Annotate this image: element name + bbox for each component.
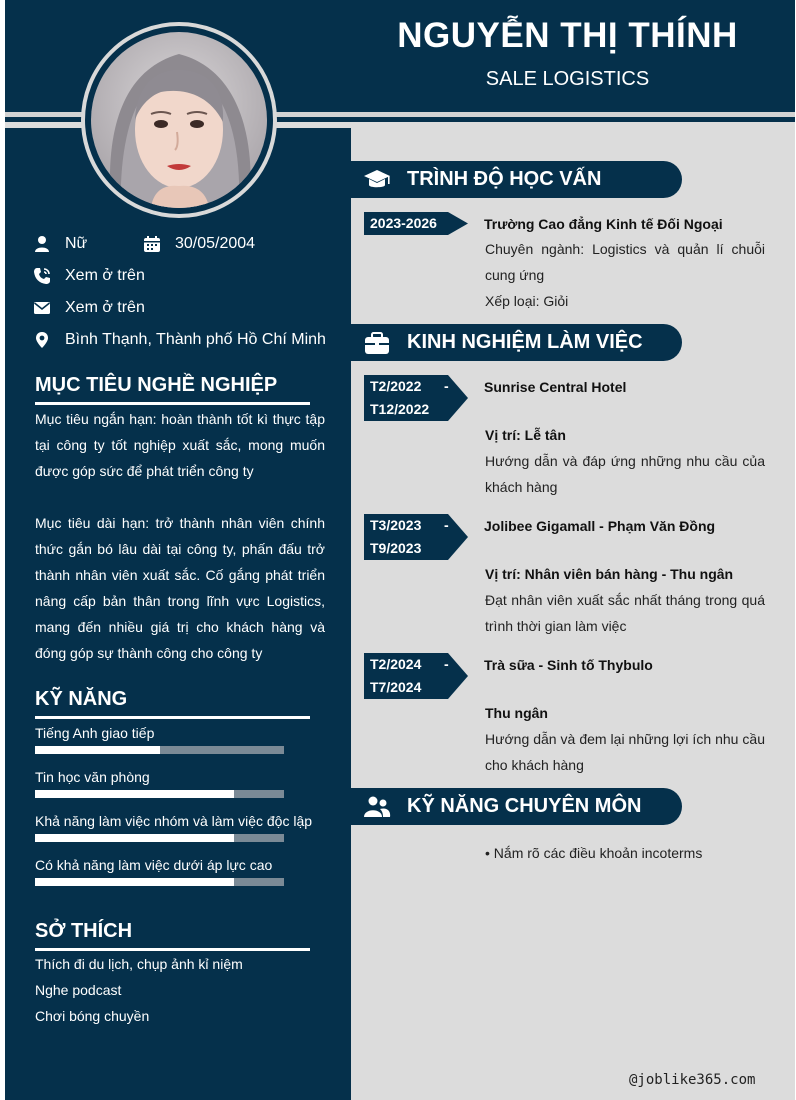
objective-title: MỤC TIÊU NGHỀ NGHIỆP: [35, 374, 278, 396]
job-from: T2/2022: [370, 378, 422, 394]
hobby-item: Chơi bóng chuyền: [35, 1008, 150, 1024]
cv-page: [5, 0, 795, 1100]
skill-bar: [35, 746, 284, 754]
users-icon: [363, 793, 391, 821]
job-period-tag: [364, 375, 468, 421]
skill-bar: [35, 878, 284, 886]
job-description: Đạt nhân viên xuất sắc nhất tháng trong quá trình thời gian làm việc: [485, 592, 765, 634]
education-title: TRÌNH ĐỘ HỌC VẤN: [407, 168, 602, 190]
skills-title: KỸ NĂNG: [35, 688, 128, 710]
job-position: Thu ngân: [485, 705, 548, 721]
job-period: [364, 653, 468, 699]
education-header: [351, 161, 682, 198]
education-school: Trường Cao đẳng Kinh tế Đối Ngoại: [484, 216, 723, 232]
skill-bar-fill: [35, 790, 234, 798]
job-to: T7/2024: [370, 679, 422, 695]
skills-rule: [35, 716, 310, 719]
email-value: Xem ở trên: [65, 299, 145, 316]
hobbies-title: SỞ THÍCH: [35, 920, 133, 942]
address-value: Bình Thạnh, Thành phố Hồ Chí Minh: [65, 331, 326, 348]
skill-bar: [35, 790, 284, 798]
skill-bar: [35, 834, 284, 842]
graduation-cap-icon: [363, 166, 391, 194]
hobby-item: Nghe podcast: [35, 982, 122, 998]
job-period-separator: -: [444, 517, 449, 533]
pro-skills-title: KỸ NĂNG CHUYÊN MÔN: [407, 795, 642, 817]
job-company: Trà sữa - Sinh tố Thybulo: [484, 657, 653, 673]
job-description: Hướng dẫn và đem lại những lợi ích nhu cầu cho khách hàng: [485, 731, 765, 773]
job-from: T3/2023: [370, 517, 422, 533]
job-to: T12/2022: [370, 401, 430, 417]
avatar-photo: [91, 32, 267, 208]
skill-label: Có khả năng làm việc dưới áp lực cao: [35, 857, 273, 873]
objective-long-term: Mục tiêu dài hạn: trở thành nhân viên chính thức gắn bó lâu dài tại công ty, phấn đấu trở thành nhân viên xuất sắc. Cố gắng phát triển nâng cấp bản thân trong lĩnh vực Logistics, mang đến nhiều giá trị cho khách hàng và đóng góp sự thành công cho công ty: [35, 515, 325, 661]
job-position: Vị trí: Nhân viên bán hàng - Thu ngân: [485, 566, 734, 582]
briefcase-icon: [363, 329, 391, 357]
job-description: Hướng dẫn và đáp ứng những nhu cầu của khách hàng: [485, 453, 765, 495]
phone-row: [33, 264, 145, 288]
job-period-separator: -: [444, 656, 449, 672]
objective-rule: [35, 402, 310, 405]
job-period-tag: [364, 514, 468, 560]
experience-title: KINH NGHIỆM LÀM VIỆC: [407, 331, 643, 353]
candidate-name: NGUYỄN THỊ THÍNH: [397, 16, 738, 55]
job-position: Vị trí: Lễ tân: [485, 427, 566, 443]
calendar-icon: [143, 235, 161, 253]
job-period-tag: [364, 653, 468, 699]
watermark: @joblike365.com: [629, 1072, 756, 1088]
skill-bar-fill: [35, 746, 160, 754]
hobbies-rule: [35, 948, 310, 951]
education-major: Chuyên ngành: Logistics và quản lí chuỗi cung ứng: [485, 241, 765, 283]
birthday-value: 30/05/2004: [175, 235, 256, 252]
job-company: Jolibee Gigamall - Phạm Văn Đồng: [484, 518, 716, 534]
skill-label: Tiếng Anh giao tiếp: [35, 725, 155, 741]
education-grade: Xếp loại: Giỏi: [485, 293, 569, 309]
education-period: 2023-2026: [370, 215, 437, 231]
birthday-row: [143, 232, 255, 256]
candidate-role: SALE LOGISTICS: [485, 68, 650, 90]
skill-bar-fill: [35, 834, 234, 842]
envelope-icon: [33, 299, 51, 317]
phone-icon: [33, 267, 51, 285]
job-company: Sunrise Central Hotel: [484, 379, 627, 395]
job-period: [364, 514, 468, 560]
gender-value: Nữ: [65, 235, 88, 252]
skill-label: Khả năng làm việc nhóm và làm việc độc lập: [35, 813, 313, 829]
hobby-item: Thích đi du lịch, chụp ảnh kỉ niệm: [35, 956, 243, 972]
experience-header: [351, 324, 682, 361]
education-period-tag: [364, 212, 468, 235]
address-row: [33, 328, 326, 352]
phone-value: Xem ở trên: [65, 267, 145, 284]
pro-skill-item: • Nắm rõ các điều khoản incoterms: [485, 845, 703, 861]
job-period-separator: -: [444, 378, 449, 394]
job-period: [364, 375, 468, 421]
gender-row: [33, 232, 87, 256]
pro-skills-header: [351, 788, 682, 825]
objective-short-term: Mục tiêu ngắn hạn: hoàn thành tốt kì thực tập tại công ty tốt nghiệp xuất sắc, mong muốn được góp sức để phát triển công ty: [35, 411, 325, 479]
avatar: [91, 32, 267, 208]
location-pin-icon: [33, 331, 51, 349]
job-from: T2/2024: [370, 656, 422, 672]
email-row: [33, 296, 145, 320]
user-icon: [33, 235, 51, 253]
skill-bar-fill: [35, 878, 234, 886]
job-to: T9/2023: [370, 540, 422, 556]
skill-label: Tin học văn phòng: [35, 769, 150, 785]
